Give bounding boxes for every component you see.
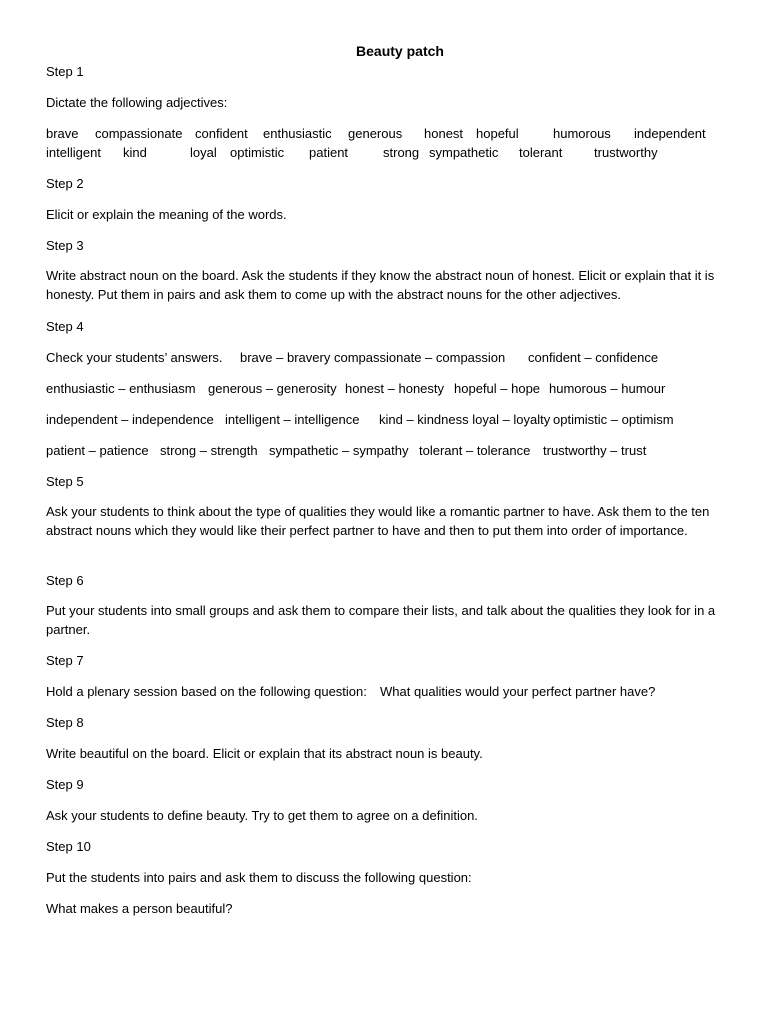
answer-pair: hopeful – hope — [454, 381, 541, 396]
adjective-row-1 — [46, 125, 706, 143]
adjective-word: intelligent — [46, 145, 101, 160]
step-3-label: Step 3 — [46, 238, 84, 253]
step-10-text: Put the students into pairs and ask them to discuss the following question: — [46, 870, 472, 885]
answer-pair: confident – confidence — [528, 350, 659, 365]
adjective-word: enthusiastic — [263, 126, 332, 141]
adjective-word: humorous — [553, 126, 611, 141]
step-9-text: Ask your students to define beauty. Try to get them to agree on a definition. — [46, 808, 478, 823]
step-4-text: Check your students’ answers. — [46, 350, 223, 365]
adjective-word: generous — [348, 126, 403, 141]
step-3-text: Write abstract noun on the board. Ask the students if they know the abstract noun of honest. Elicit or explain that it is honesty. Put them in pairs and ask them to come up with the abstract nouns for the other adjectives. — [46, 268, 715, 302]
step-4-label: Step 4 — [46, 319, 84, 334]
step-1-label: Step 1 — [46, 64, 84, 79]
adjective-word: trustworthy — [594, 145, 658, 160]
answer-pair: kind – kindness loyal – loyalty — [379, 412, 551, 427]
answer-pair: strong – strength — [160, 443, 258, 458]
answer-pair: enthusiastic – enthusiasm — [46, 381, 196, 396]
answer-pair: independent – independence — [46, 412, 214, 427]
step-9-label: Step 9 — [46, 777, 84, 792]
step-2-text: Elicit or explain the meaning of the words. — [46, 207, 287, 222]
step-7-text: Hold a plenary session based on the following question: — [46, 684, 367, 699]
answer-pair: sympathetic – sympathy — [269, 443, 409, 458]
answer-pair: trustworthy – trust — [543, 443, 647, 458]
adjective-word: confident — [195, 126, 248, 141]
step-5-label: Step 5 — [46, 474, 84, 489]
answer-row-3 — [46, 411, 674, 429]
step-1-text: Dictate the following adjectives: — [46, 95, 228, 110]
step-5-text: Ask your students to think about the type of qualities they would like a romantic partner to have. Ask them to the ten abstract nouns which they would like their perfect partner to have and then to put them into order of importance. — [46, 504, 710, 538]
adjective-row-2 — [46, 144, 658, 162]
adjective-word: brave — [46, 126, 79, 141]
answer-pair: generous – generosity — [208, 381, 337, 396]
answer-row-1 — [46, 349, 658, 367]
adjective-word: loyal — [190, 145, 217, 160]
answer-pair: honest – honesty — [345, 381, 445, 396]
answer-row-4 — [46, 442, 646, 460]
answer-row-2 — [46, 380, 665, 398]
adjective-word: patient — [309, 145, 349, 160]
adjective-word: compassionate — [95, 126, 183, 141]
adjective-word: independent — [634, 126, 706, 141]
step-7-line — [46, 683, 655, 701]
answer-pair: brave – bravery — [240, 350, 331, 365]
answer-pair: compassionate – compassion — [334, 350, 506, 365]
step-6-label: Step 6 — [46, 573, 84, 588]
step-10-question: What makes a person beautiful? — [46, 901, 233, 916]
step-8-text: Write beautiful on the board. Elicit or explain that its abstract noun is beauty. — [46, 746, 483, 761]
step-7-label: Step 7 — [46, 653, 84, 668]
adjective-word: strong — [383, 145, 420, 160]
answer-pair: humorous – humour — [549, 381, 666, 396]
step-7-question: What qualities would your perfect partner have? — [380, 684, 656, 699]
adjective-word: honest — [424, 126, 464, 141]
answer-pair: optimistic – optimism — [553, 412, 674, 427]
adjective-word: tolerant — [519, 145, 563, 160]
answer-pair: intelligent – intelligence — [225, 412, 360, 427]
document-title: Beauty patch — [356, 43, 444, 59]
adjective-word: kind — [123, 145, 147, 160]
adjective-word: hopeful — [476, 126, 519, 141]
adjective-word: sympathetic — [429, 145, 499, 160]
answer-pair: patient – patience — [46, 443, 149, 458]
step-10-label: Step 10 — [46, 839, 91, 854]
step-2-label: Step 2 — [46, 176, 84, 191]
step-8-label: Step 8 — [46, 715, 84, 730]
answer-pair: tolerant – tolerance — [419, 443, 531, 458]
step-6-text: Put your students into small groups and ask them to compare their lists, and talk about the qualities they look for in a partner. — [46, 603, 716, 637]
adjective-word: optimistic — [230, 145, 285, 160]
